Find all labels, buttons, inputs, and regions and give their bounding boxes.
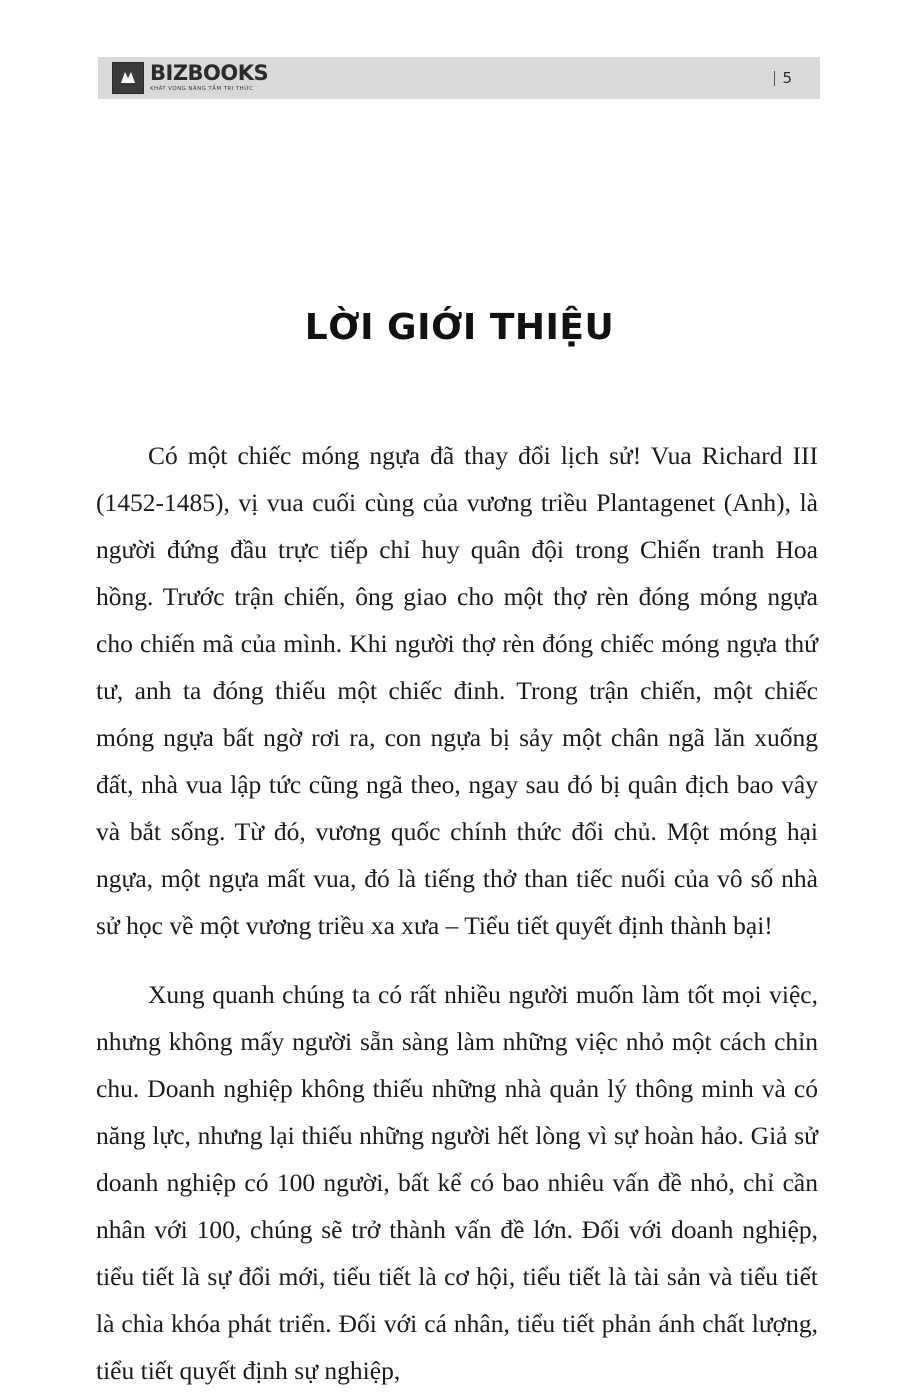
- publisher-logo: [112, 62, 268, 94]
- paragraph-2: Xung quanh chúng ta có rất nhiều người muốn làm tốt mọi việc, nhưng không mấy người sẵn sàng làm những việc nhỏ một cách chỉn chu. Doanh nghiệp không thiếu những nhà quản lý thông minh và có năng lực, nhưng lại thiếu những người hết lòng vì sự hoàn hảo. Giả sử doanh nghiệp có 100 người, bất kể có bao nhiêu vấn đề nhỏ, chỉ cần nhân với 100, chúng sẽ trở thành vấn đề lớn. Đối với doanh nghiệp, tiểu tiết là sự đổi mới, tiểu tiết là cơ hội, tiểu tiết là tài sản và tiểu tiết là chìa khóa phát triển. Đối với cá nhân, tiểu tiết phản ánh chất lượng, tiểu tiết quyết định sự nghiệp,: [96, 980, 818, 1385]
- logo-text-block: [150, 63, 268, 93]
- page-title: LỜI GIỚI THIỆU: [304, 307, 615, 349]
- logo-subtitle: KHÁT VỌNG NÂNG TẦM TRI THỨC: [150, 86, 254, 93]
- page-header: [98, 57, 820, 99]
- paragraph-1: Có một chiếc móng ngựa đã thay đổi lịch sử! Vua Richard III (1452-1485), vị vua cuối cùng của vương triều Plantagenet (Anh), là người đứng đầu trực tiếp chỉ huy quân đội trong Chiến tranh Hoa hồng. Trước trận chiến, ông giao cho một thợ rèn đóng móng ngựa cho chiến mã của mình. Khi người thợ rèn đóng chiếc móng ngựa thứ tư, anh ta đóng thiếu một chiếc đinh. Trong trận chiến, một chiếc móng ngựa bất ngờ rơi ra, con ngựa bị sảy một chân ngã lăn xuống đất, nhà vua lập tức cũng ngã theo, ngay sau đó bị quân địch bao vây và bắt sống. Từ đó, vương quốc chính thức đổi chủ. Một móng hại ngựa, một ngựa mất vua, đó là tiếng thở than tiếc nuối của vô số nhà sử học về một vương triều xa xưa – Tiểu tiết quyết định thành bại!: [96, 441, 818, 940]
- page-number: 5: [782, 69, 792, 87]
- logo-title: BIZBOOKS: [150, 61, 269, 86]
- page-number-separator: [774, 71, 775, 86]
- bizbooks-logo-icon: [112, 62, 144, 94]
- page-number-group: [774, 69, 792, 87]
- body-content: [96, 432, 818, 1394]
